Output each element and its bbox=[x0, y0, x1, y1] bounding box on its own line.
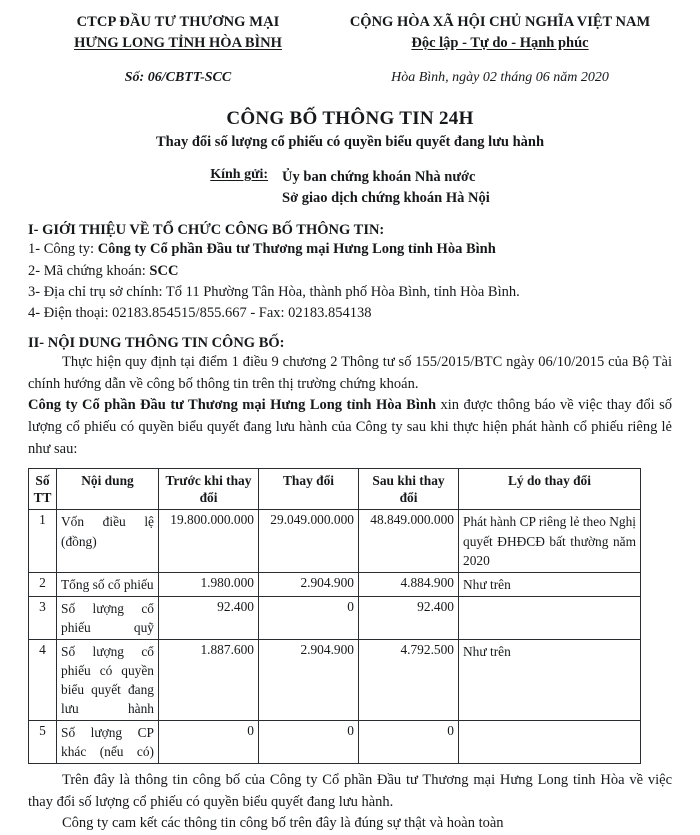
cell-after: 48.849.000.000 bbox=[359, 510, 459, 572]
cell-before: 1.980.000 bbox=[159, 572, 259, 596]
cell-change: 2.904.900 bbox=[259, 639, 359, 720]
closing-paragraph-truncated: Công ty cam kết các thông tin công bố trên đây là đúng sự thật và hoàn toàn bbox=[62, 815, 504, 832]
section-2-paragraph-2 bbox=[28, 395, 672, 460]
recipient-item: Ủy ban chứng khoán Nhà nước bbox=[282, 169, 476, 186]
table-row bbox=[29, 572, 641, 596]
cell-content: Số lượng cổ phiếu có quyền biểu quyết đang lưu hành bbox=[57, 639, 159, 720]
cell-index: 2 bbox=[29, 572, 57, 596]
issuing-organization bbox=[28, 12, 328, 54]
col-header-change: Thay đổi bbox=[259, 468, 359, 510]
cell-content: Số lượng cổ phiếu quỹ bbox=[57, 596, 159, 639]
company-name-emphasis: Công ty Cổ phần Đầu tư Thương mại Hưng Long tỉnh Hòa Bình bbox=[28, 397, 437, 414]
table-row bbox=[29, 596, 641, 639]
col-header-content: Nội dung bbox=[57, 468, 159, 510]
national-motto: Độc lập - Tự do - Hạnh phúc bbox=[411, 35, 589, 52]
recipients-block bbox=[28, 167, 672, 209]
cell-reason: Phát hành CP riêng lẻ theo Nghị quyết ĐHĐCĐ bất thường năm 2020 bbox=[459, 510, 641, 572]
section-1-item-company bbox=[28, 239, 672, 260]
cell-content: Số lượng CP khác (nếu có) bbox=[57, 720, 159, 763]
cell-after: 4.884.900 bbox=[359, 572, 459, 596]
col-header-index: Số TT bbox=[29, 468, 57, 510]
col-header-before: Trước khi thay đổi bbox=[159, 468, 259, 510]
cell-change: 0 bbox=[259, 720, 359, 763]
cell-content: Tổng số cổ phiếu bbox=[57, 572, 159, 596]
recipients-list bbox=[282, 167, 490, 209]
ticker-label: 2- Mã chứng khoán: bbox=[28, 262, 146, 279]
page-title: CÔNG BỐ THÔNG TIN 24H bbox=[226, 108, 474, 130]
address-label: 3- Địa chỉ trụ sở chính: bbox=[28, 283, 163, 300]
cell-reason bbox=[459, 596, 641, 639]
cell-index: 4 bbox=[29, 639, 57, 720]
cell-change: 2.904.900 bbox=[259, 572, 359, 596]
table-body bbox=[29, 510, 641, 763]
section-1-heading: I- GIỚI THIỆU VỀ TỔ CHỨC CÔNG BỐ THÔNG TIN: bbox=[28, 222, 385, 239]
organization-line-1: CTCP ĐẦU TƯ THƯƠNG MẠI bbox=[76, 14, 280, 30]
cell-before: 92.400 bbox=[159, 596, 259, 639]
company-value: Công ty Cổ phần Đầu tư Thương mại Hưng Long tỉnh Hòa Bình bbox=[97, 241, 496, 258]
cell-index: 1 bbox=[29, 510, 57, 572]
section-1-item-address bbox=[28, 282, 672, 303]
page-subtitle: Thay đổi số lượng cổ phiếu có quyền biểu quyết đang lưu hành bbox=[155, 134, 545, 151]
cell-reason: Như trên bbox=[459, 572, 641, 596]
cell-change: 0 bbox=[259, 596, 359, 639]
disclosure-table bbox=[28, 468, 641, 764]
section-2-paragraph-1: Thực hiện quy định tại điểm 1 điều 9 chương 2 Thông tư số 155/2015/BTC ngày 06/10/2015 của Bộ Tài chính hướng dẫn về công bố thông tin trên thị trường chứng khoán. bbox=[28, 353, 672, 392]
cell-before: 19.800.000.000 bbox=[159, 510, 259, 572]
document-number-line bbox=[28, 70, 672, 86]
recipient-item: Sở giao dịch chứng khoán Hà Nội bbox=[282, 190, 490, 207]
paragraph-2-rest: xin được thông báo về việc thay đổi số lượng cổ phiếu có quyền biểu quyết đang lưu hành của Công ty sau khi thực hiện phát hành cổ phiếu riêng lẻ như sau: bbox=[28, 397, 673, 457]
table-header-row bbox=[29, 468, 641, 510]
cell-change: 29.049.000.000 bbox=[259, 510, 359, 572]
recipients-label: Kính gửi: bbox=[210, 167, 269, 183]
cell-after: 0 bbox=[359, 720, 459, 763]
cell-before: 1.887.600 bbox=[159, 639, 259, 720]
cell-reason: Như trên bbox=[459, 639, 641, 720]
table-row bbox=[29, 510, 641, 572]
organization-line-2: HƯNG LONG TỈNH HÒA BÌNH bbox=[74, 35, 282, 52]
cell-index: 5 bbox=[29, 720, 57, 763]
col-header-after: Sau khi thay đổi bbox=[359, 468, 459, 510]
section-2-heading: II- NỘI DUNG THÔNG TIN CÔNG BỐ: bbox=[28, 334, 285, 351]
table-row bbox=[29, 639, 641, 720]
company-label: 1- Công ty: bbox=[28, 241, 95, 258]
national-heading bbox=[328, 12, 672, 54]
masthead bbox=[28, 0, 672, 54]
place-and-date: Hòa Bình, ngày 02 tháng 06 năm 2020 bbox=[391, 70, 609, 86]
cell-after: 92.400 bbox=[359, 596, 459, 639]
cell-reason bbox=[459, 720, 641, 763]
cell-after: 4.792.500 bbox=[359, 639, 459, 720]
document-number: Số: 06/CBTT-SCC bbox=[124, 70, 232, 86]
cell-before: 0 bbox=[159, 720, 259, 763]
ticker-value: SCC bbox=[149, 262, 179, 279]
closing-paragraph: Trên đây là thông tin công bố của Công ty Cổ phần Đầu tư Thương mại Hưng Long tỉnh Hòa về việc thay đổi số lượng cổ phiếu có quyền biểu quyết đang lưu hành. bbox=[28, 771, 672, 810]
national-title: CỘNG HÒA XÃ HỘI CHỦ NGHĨA VIỆT NAM bbox=[349, 14, 651, 30]
cell-index: 3 bbox=[29, 596, 57, 639]
cell-content: Vốn điều lệ (đồng) bbox=[57, 510, 159, 572]
col-header-reason: Lý do thay đổi bbox=[459, 468, 641, 510]
table-row bbox=[29, 720, 641, 763]
address-value: Tổ 11 Phường Tân Hòa, thành phố Hòa Bình, tỉnh Hòa Bình. bbox=[165, 283, 520, 300]
section-1-item-ticker bbox=[28, 261, 672, 282]
section-1-item-phone: 4- Điện thoại: 02183.854515/855.667 - Fax: 02183.854138 bbox=[28, 305, 372, 322]
